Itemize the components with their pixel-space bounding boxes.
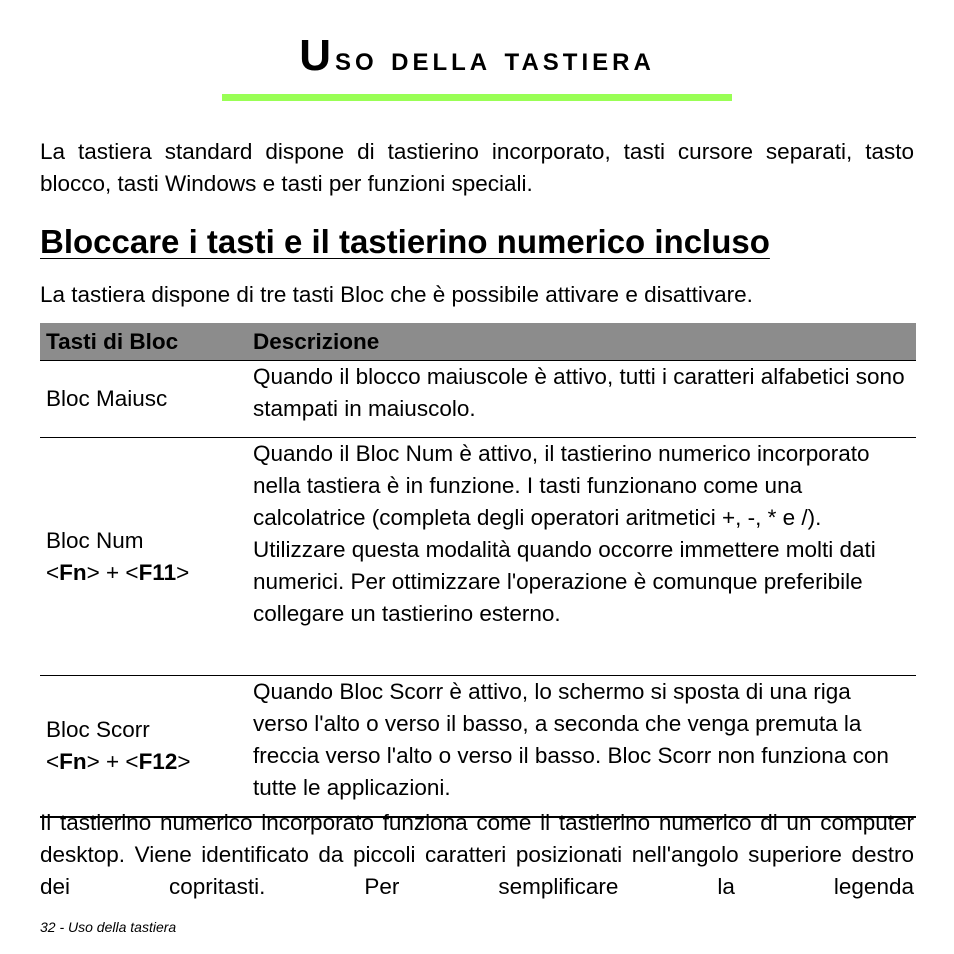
row-key-name: Bloc Num bbox=[46, 527, 144, 553]
table-row bbox=[40, 361, 916, 438]
shortcut-fn-key: Fn bbox=[59, 559, 87, 585]
table-header-description: Descrizione bbox=[247, 323, 916, 361]
row-shortcut: <Fn> + <F12> bbox=[46, 749, 191, 774]
page-footer: 32 - Uso della tastiera bbox=[40, 919, 177, 935]
row-key-cell bbox=[40, 438, 247, 676]
lock-keys-table bbox=[40, 323, 916, 818]
table-header-keys: Tasti di Bloc bbox=[40, 323, 247, 361]
row-key-name: Bloc Scorr bbox=[46, 717, 150, 742]
outro-paragraph: Il tastierino numerico incorporato funziona come il tastierino numerico di un computer desktop. Viene identificato da piccoli caratteri posizionati nell'angolo superiore destro dei copritasti. Per semplificare la legenda bbox=[40, 810, 914, 899]
section-heading: Bloccare i tasti e il tastierino numerico incluso bbox=[40, 223, 770, 260]
shortcut-fn-key: Fn bbox=[59, 749, 87, 774]
shortcut-function-key: F12 bbox=[138, 749, 178, 774]
table-row bbox=[40, 438, 916, 676]
row-description: Quando il blocco maiuscole è attivo, tutti i caratteri alfabetici sono stampati in maiuscolo. bbox=[247, 361, 916, 438]
title-underline-bar bbox=[222, 94, 732, 101]
row-key-cell bbox=[40, 361, 247, 438]
row-description: Quando il Bloc Num è attivo, il tastierino numerico incorporato nella tastiera è in funzione. I tasti funzionano come una calcolatrice (completa degli operatori aritmetici +, -, * e /). Utilizzare questa modalità quando occorre immettere molti dati numerici. Per ottimizzare l'operazione è comunque preferibile collegare un tastierino esterno. bbox=[247, 438, 916, 676]
row-key-name: Bloc Maiusc bbox=[46, 386, 168, 411]
table-row bbox=[40, 676, 916, 818]
page-title bbox=[0, 30, 954, 83]
page-title-rest: so della tastiera bbox=[335, 40, 655, 78]
row-description: Quando Bloc Scorr è attivo, lo schermo si sposta di una riga verso l'alto o verso il basso, a seconda che venga premuta la freccia verso l'alto o verso il basso. Bloc Scorr non funziona con tutte le applicazioni. bbox=[247, 676, 916, 818]
row-key-cell bbox=[40, 676, 247, 818]
intro-paragraph: La tastiera standard dispone di tastierino incorporato, tasti cursore separati, tasto blocco, tasti Windows e tasti per funzioni speciali. bbox=[40, 139, 914, 196]
page-title-initial: U bbox=[299, 31, 335, 80]
shortcut-function-key: F11 bbox=[138, 559, 177, 585]
table-header-row bbox=[40, 323, 916, 361]
section-lead: La tastiera dispone di tre tasti Bloc che è possibile attivare e disattivare. bbox=[40, 282, 753, 307]
row-shortcut: <Fn> + <F11> bbox=[46, 559, 190, 585]
